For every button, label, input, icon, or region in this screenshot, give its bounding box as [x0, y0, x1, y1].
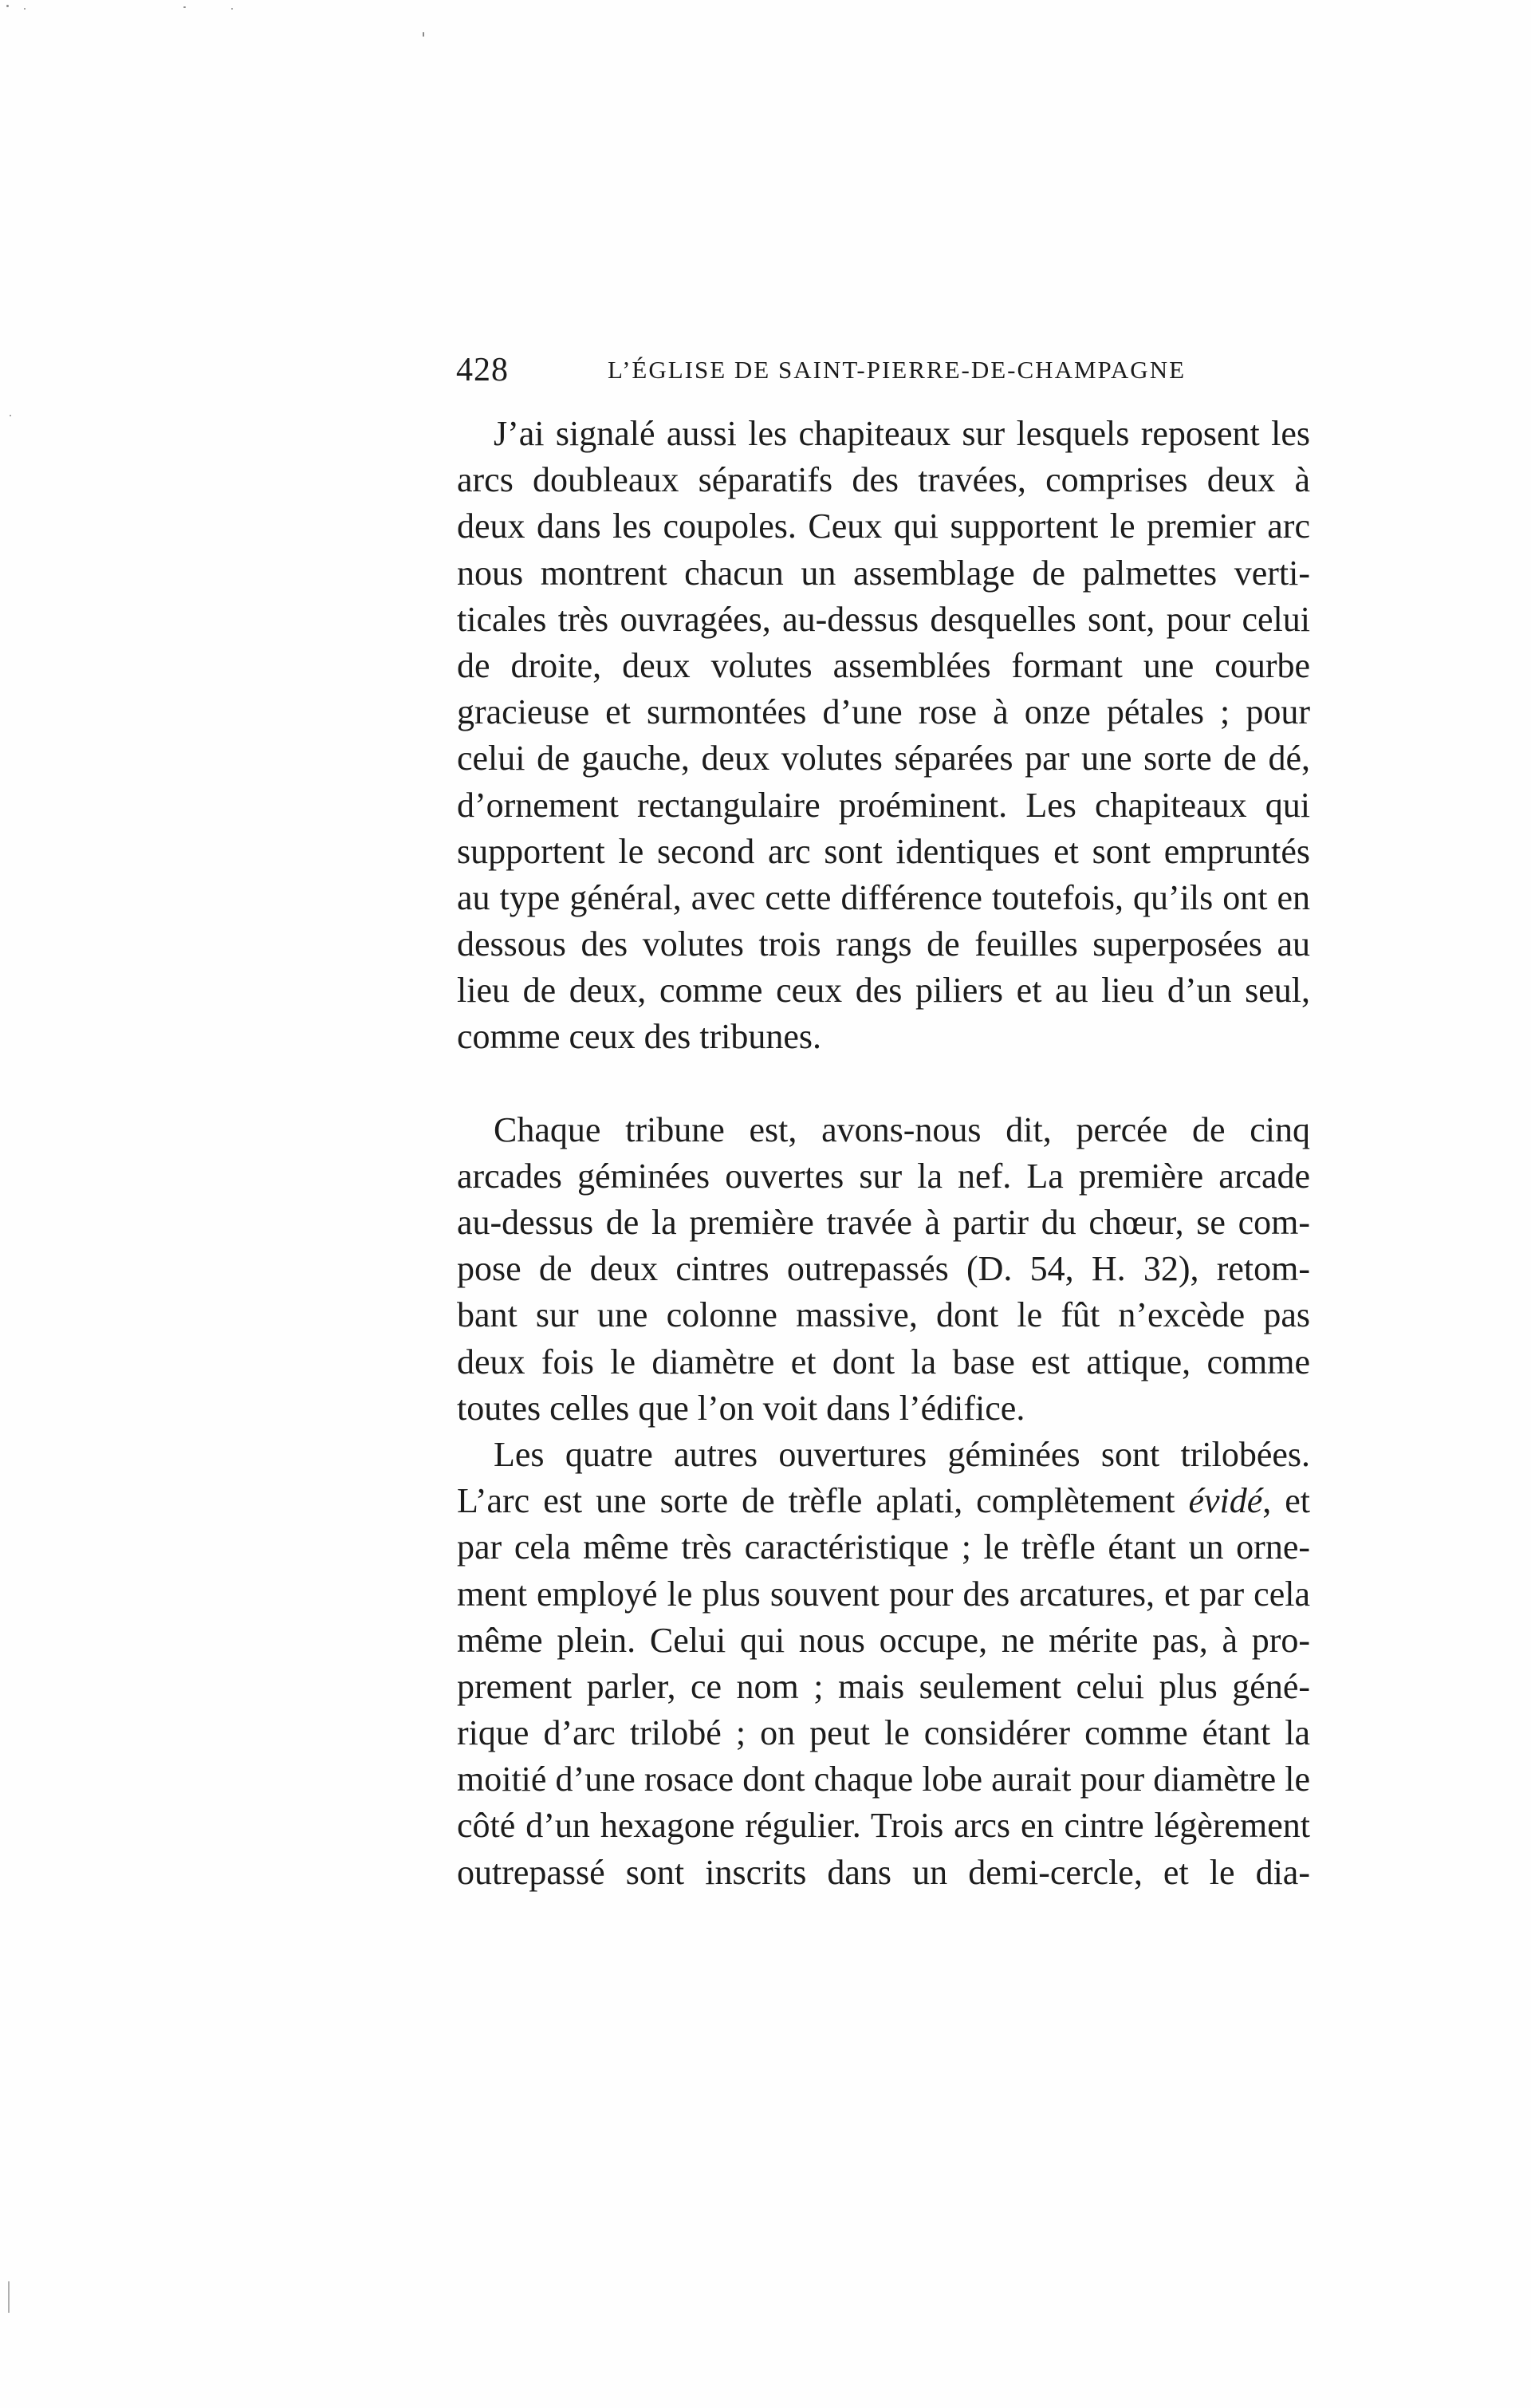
- text-line: moitié d’une rosace dont chaque lobe aurait pour diamètre le: [457, 1760, 1310, 1799]
- scan-speck: [183, 6, 186, 8]
- text-line: deux fois le diamètre et dont la base est attique, comme: [457, 1342, 1310, 1381]
- text-line: toutes celles que l’on voit dans l’édifice.: [457, 1388, 1025, 1428]
- text-line: même plein. Celui qui nous occupe, ne mérite pas, à pro-: [457, 1620, 1310, 1660]
- paragraph: [457, 1432, 1310, 1896]
- text-line: au-dessus de la première travée à partir du chœur, se com-: [457, 1203, 1310, 1242]
- scan-speck: [6, 5, 9, 7]
- text-line: ment employé le plus souvent pour des arcatures, et par cela: [457, 1574, 1310, 1614]
- paragraph-gap: [457, 1061, 1310, 1107]
- scan-speck: [8, 2281, 10, 2313]
- text-line: J’ai signalé aussi les chapiteaux sur lesquels reposent les: [494, 414, 1310, 453]
- text-line: lieu de deux, comme ceux des piliers et au lieu d’un seul,: [457, 971, 1310, 1011]
- text-line: dessous des volutes trois rangs de feuilles superposées au: [457, 924, 1310, 964]
- text-line: [457, 1478, 1310, 1524]
- scan-speck: [10, 415, 11, 416]
- paragraph: [457, 411, 1310, 1061]
- text-line: deux dans les coupoles. Ceux qui supportent le premier arc: [457, 506, 1310, 546]
- italic-word: évidé: [1188, 1481, 1263, 1521]
- text-line: celui de gauche, deux volutes séparées par une sorte de dé,: [457, 739, 1310, 778]
- text-line: Chaque tribune est, avons-nous dit, percée de cinq: [494, 1109, 1310, 1149]
- body-text: [457, 411, 1310, 1896]
- text-line: d’ornement rectangulaire proéminent. Les chapiteaux qui: [457, 785, 1310, 825]
- text-line: ticales très ouvragées, au-dessus desquelles sont, pour celui: [457, 599, 1310, 639]
- text-line: gracieuse et surmontées d’une rose à onze pétales ; pour: [457, 692, 1310, 732]
- running-head: [456, 351, 1349, 399]
- text-line: de droite, deux volutes assemblées formant une courbe: [457, 645, 1310, 685]
- scan-speck: [231, 8, 233, 10]
- text-line: nous montrent chacun un assemblage de palmettes verti-: [457, 553, 1310, 593]
- text-line: par cela même très caractéristique ; le trèfle étant un orne-: [457, 1527, 1310, 1567]
- page-number: 428: [456, 352, 509, 388]
- paragraph: [457, 1107, 1310, 1432]
- text-line: comme ceux des tribunes.: [457, 1017, 821, 1057]
- text-line: supportent le second arc sont identiques et sont empruntés: [457, 831, 1310, 871]
- text-line: rique d’arc trilobé ; on peut le considérer comme étant la: [457, 1713, 1310, 1753]
- text-run: , et: [1262, 1481, 1310, 1521]
- text-line: pose de deux cintres outrepassés (D. 54, H. 32), retom-: [457, 1249, 1310, 1289]
- text-line: Les quatre autres ouvertures géminées sont trilobées.: [494, 1434, 1310, 1474]
- text-line: outrepassé sont inscrits dans un demi-cercle, et le dia-: [457, 1852, 1310, 1892]
- text-line: arcs doubleaux séparatifs des travées, comprises deux à: [457, 460, 1310, 500]
- scan-speck: [423, 32, 424, 37]
- text-line: arcades géminées ouvertes sur la nef. La première arcade: [457, 1156, 1310, 1196]
- text-line: bant sur une colonne massive, dont le fût n’excède pas: [457, 1295, 1310, 1335]
- text-run: L’arc est une sorte de trèfle aplati, complètement: [457, 1481, 1189, 1521]
- text-line: au type général, avec cette différence toutefois, qu’ils ont en: [457, 877, 1310, 917]
- text-line: côté d’un hexagone régulier. Trois arcs en cintre légèrement: [457, 1806, 1310, 1846]
- scan-speck: [24, 8, 26, 10]
- text-line: prement parler, ce nom ; mais seulement celui plus géné-: [457, 1666, 1310, 1706]
- running-title: L’ÉGLISE DE SAINT-PIERRE-DE-CHAMPAGNE: [608, 356, 1187, 384]
